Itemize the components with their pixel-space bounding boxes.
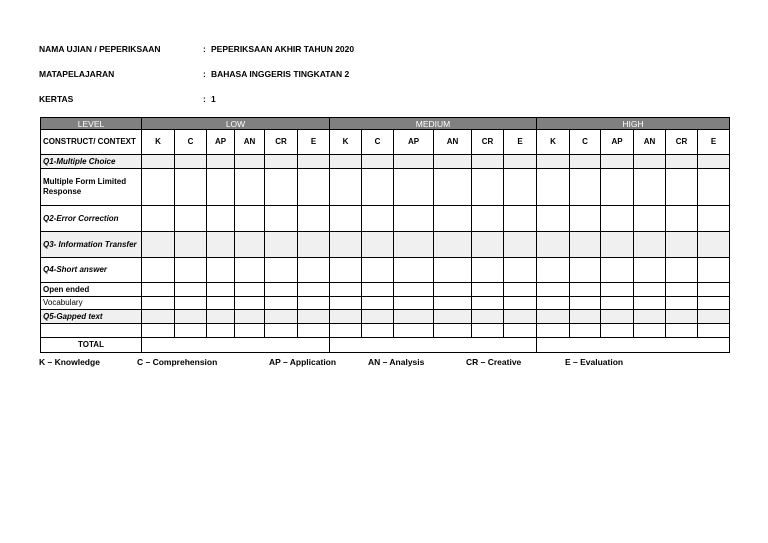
table-cell[interactable] [362,297,394,310]
sub-column-header: AP [601,130,634,155]
table-cell[interactable] [265,206,298,232]
table-cell[interactable] [504,169,537,206]
table-cell[interactable] [265,324,298,338]
table-cell[interactable] [362,258,394,283]
total-cell[interactable] [330,338,537,353]
legend-item: C – Comprehension [137,357,218,367]
table-cell[interactable] [394,258,434,283]
sub-column-header: C [175,130,207,155]
table-cell[interactable] [537,206,570,232]
meta-colon: : [203,94,206,104]
table-cell[interactable] [537,155,570,169]
legend-item: AP – Application [269,357,337,367]
sub-column-header: CR [265,130,298,155]
table-cell[interactable] [504,324,537,338]
table-cell[interactable] [434,283,472,297]
table-cell[interactable] [537,310,570,324]
table-cell[interactable] [570,310,601,324]
table-cell[interactable] [666,310,698,324]
table-cell[interactable] [570,232,601,258]
table-cell[interactable] [472,232,504,258]
table-cell[interactable] [330,258,362,283]
table-cell[interactable] [298,310,330,324]
table-cell[interactable] [570,283,601,297]
table-cell[interactable] [634,324,666,338]
row-label: Q2-Error Correction [41,206,142,232]
table-cell[interactable] [175,155,207,169]
specification-table [40,117,730,353]
row-label: Open ended [41,283,142,297]
table-cell[interactable] [330,232,362,258]
table-cell[interactable] [330,297,362,310]
table-row [41,324,730,338]
table-cell[interactable] [472,169,504,206]
legend-item: CR – Creative [466,357,522,367]
table-cell[interactable] [394,169,434,206]
table-cell[interactable] [666,324,698,338]
table-cell[interactable] [666,169,698,206]
sub-column-header: E [698,130,730,155]
table-cell[interactable] [434,206,472,232]
table-cell[interactable] [330,169,362,206]
table-cell[interactable] [634,258,666,283]
row-label: Vocabulary [41,297,142,310]
table-cell[interactable] [362,169,394,206]
table-cell[interactable] [570,155,601,169]
table-cell[interactable] [537,232,570,258]
table-row [41,258,730,283]
table-cell[interactable] [330,324,362,338]
table-cell[interactable] [265,232,298,258]
table-cell[interactable] [472,324,504,338]
table-cell[interactable] [207,310,235,324]
table-cell[interactable] [175,310,207,324]
table-cell[interactable] [207,206,235,232]
table-cell[interactable] [434,155,472,169]
level-low: LOW [142,118,330,130]
table-row [41,206,730,232]
meta-label: MATAPELAJARAN [39,69,115,79]
row-label: Q3- Information Transfer [41,232,142,258]
table-cell[interactable] [601,283,634,297]
table-cell[interactable] [698,324,730,338]
table-cell[interactable] [207,155,235,169]
table-cell[interactable] [570,324,601,338]
table-cell[interactable] [666,232,698,258]
total-cell[interactable] [142,338,330,353]
table-cell[interactable] [265,155,298,169]
table-cell[interactable] [570,258,601,283]
row-label: Multiple Form Limited Response [41,169,142,206]
row-label: Q1-Multiple Choice [41,155,142,169]
table-cell[interactable] [634,232,666,258]
table-cell[interactable] [394,297,434,310]
table-cell[interactable] [537,297,570,310]
table-row [41,169,730,206]
table-cell[interactable] [142,297,175,310]
table-cell[interactable] [601,155,634,169]
table-cell[interactable] [504,297,537,310]
table-cell[interactable] [634,283,666,297]
table-cell[interactable] [601,232,634,258]
table-cell[interactable] [142,324,175,338]
table-cell[interactable] [265,310,298,324]
table-cell[interactable] [265,169,298,206]
table-cell[interactable] [537,258,570,283]
table-cell[interactable] [434,258,472,283]
table-cell[interactable] [394,310,434,324]
table-cell[interactable] [362,324,394,338]
meta-value: 1 [211,94,216,104]
table-cell[interactable] [207,169,235,206]
meta-colon: : [203,69,206,79]
table-cell[interactable] [504,155,537,169]
construct-header-row [41,130,730,155]
table-cell[interactable] [537,169,570,206]
table-cell[interactable] [601,324,634,338]
table-cell[interactable] [235,324,265,338]
table-cell[interactable] [265,283,298,297]
sub-column-header: CR [472,130,504,155]
sub-column-header: E [298,130,330,155]
table-cell[interactable] [207,324,235,338]
table-cell[interactable] [394,283,434,297]
table-row [41,155,730,169]
row-label [41,324,142,338]
table-cell[interactable] [142,206,175,232]
row-label: Q5-Gapped text [41,310,142,324]
table-cell[interactable] [698,310,730,324]
table-cell[interactable] [207,258,235,283]
table-cell[interactable] [601,310,634,324]
table-cell[interactable] [698,283,730,297]
table-cell[interactable] [235,283,265,297]
legend-item: AN – Analysis [368,357,425,367]
table-cell[interactable] [570,297,601,310]
table-cell[interactable] [666,297,698,310]
table-cell[interactable] [207,232,235,258]
table-cell[interactable] [537,283,570,297]
table-cell[interactable] [175,283,207,297]
table-cell[interactable] [298,155,330,169]
total-cell[interactable] [537,338,730,353]
sub-column-header: C [362,130,394,155]
table-cell[interactable] [265,258,298,283]
table-cell[interactable] [207,283,235,297]
table-cell[interactable] [362,155,394,169]
table-cell[interactable] [394,155,434,169]
table-cell[interactable] [142,283,175,297]
table-cell[interactable] [434,324,472,338]
table-cell[interactable] [142,169,175,206]
table-cell[interactable] [472,297,504,310]
table-cell[interactable] [601,297,634,310]
table-cell[interactable] [142,155,175,169]
table-cell[interactable] [175,232,207,258]
table-cell[interactable] [298,206,330,232]
table-cell[interactable] [235,155,265,169]
table-cell[interactable] [634,297,666,310]
table-cell[interactable] [666,258,698,283]
sub-column-header: AP [394,130,434,155]
table-cell[interactable] [142,258,175,283]
table-cell[interactable] [504,206,537,232]
table-cell[interactable] [362,232,394,258]
table-cell[interactable] [472,206,504,232]
table-cell[interactable] [394,232,434,258]
table-cell[interactable] [235,206,265,232]
sub-column-header: AP [207,130,235,155]
table-cell[interactable] [698,297,730,310]
sub-column-header: AN [235,130,265,155]
table-cell[interactable] [634,155,666,169]
sub-column-header: AN [434,130,472,155]
table-cell[interactable] [434,232,472,258]
meta-colon: : [203,44,206,54]
table-cell[interactable] [330,283,362,297]
table-cell[interactable] [362,283,394,297]
sub-column-header: K [537,130,570,155]
table-cell[interactable] [434,297,472,310]
level-medium: MEDIUM [330,118,537,130]
table-cell[interactable] [142,310,175,324]
table-cell[interactable] [175,169,207,206]
table-cell[interactable] [235,169,265,206]
table-cell[interactable] [298,283,330,297]
level-high: HIGH [537,118,730,130]
table-cell[interactable] [434,169,472,206]
table-cell[interactable] [330,155,362,169]
table-cell[interactable] [175,206,207,232]
table-cell[interactable] [330,206,362,232]
meta-value: BAHASA INGGERIS TINGKATAN 2 [211,69,350,79]
table-cell[interactable] [235,297,265,310]
table-cell[interactable] [235,310,265,324]
table-cell[interactable] [472,310,504,324]
table-cell[interactable] [298,232,330,258]
table-cell[interactable] [666,206,698,232]
table-cell[interactable] [298,297,330,310]
table-row [41,232,730,258]
row-label: Q4-Short answer [41,258,142,283]
sub-column-header: E [504,130,537,155]
table-cell[interactable] [570,206,601,232]
legend-item: K – Knowledge [39,357,100,367]
table-cell[interactable] [142,232,175,258]
table-cell[interactable] [698,206,730,232]
table-cell[interactable] [175,324,207,338]
meta-label: NAMA UJIAN / PEPERIKSAAN [39,44,161,54]
table-cell[interactable] [698,232,730,258]
table-row [41,283,730,297]
table-cell[interactable] [175,297,207,310]
sub-column-header: AN [634,130,666,155]
table-cell[interactable] [634,206,666,232]
meta-value: PEPERIKSAAN AKHIR TAHUN 2020 [211,44,355,54]
table-cell[interactable] [504,232,537,258]
table-cell[interactable] [434,310,472,324]
table-row [41,297,730,310]
sub-column-header: CR [666,130,698,155]
table-row [41,310,730,324]
level-header-row [41,118,730,130]
table-cell[interactable] [601,206,634,232]
table-cell[interactable] [666,283,698,297]
legend-item: E – Evaluation [565,357,624,367]
sub-column-header: K [142,130,175,155]
table-cell[interactable] [175,258,207,283]
table-cell[interactable] [265,297,298,310]
table-cell[interactable] [570,169,601,206]
table-cell[interactable] [394,206,434,232]
table-cell[interactable] [362,310,394,324]
table-cell[interactable] [362,206,394,232]
total-label: TOTAL [41,338,142,353]
table-cell[interactable] [601,258,634,283]
table-cell[interactable] [394,324,434,338]
table-cell[interactable] [504,310,537,324]
table-cell[interactable] [298,169,330,206]
table-cell[interactable] [298,324,330,338]
total-row [41,338,730,353]
table-cell[interactable] [235,232,265,258]
table-cell[interactable] [472,258,504,283]
table-cell[interactable] [698,258,730,283]
table-cell[interactable] [207,297,235,310]
meta-label: KERTAS [39,94,74,104]
table-cell[interactable] [504,258,537,283]
table-cell[interactable] [698,169,730,206]
level-label: LEVEL [41,118,142,130]
table-cell[interactable] [298,258,330,283]
table-cell[interactable] [601,169,634,206]
table-cell[interactable] [634,169,666,206]
table-cell[interactable] [330,310,362,324]
table-cell[interactable] [666,155,698,169]
table-cell[interactable] [472,283,504,297]
table-cell[interactable] [634,310,666,324]
table-cell[interactable] [235,258,265,283]
sub-column-header: C [570,130,601,155]
table-cell[interactable] [537,324,570,338]
sub-column-header: K [330,130,362,155]
table-cell[interactable] [698,155,730,169]
construct-label: CONSTRUCT/ CONTEXT [41,130,142,155]
table-cell[interactable] [472,155,504,169]
table-cell[interactable] [504,283,537,297]
